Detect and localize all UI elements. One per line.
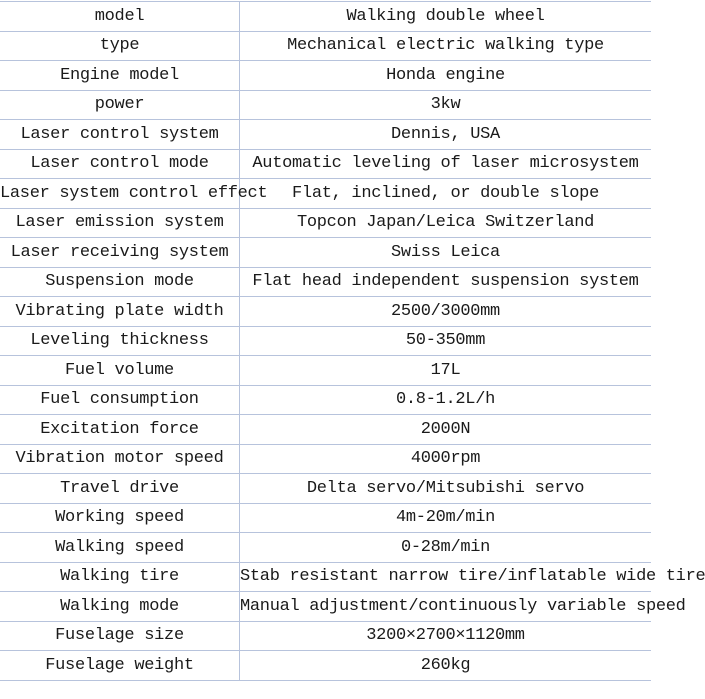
spec-table-body: [0, 2, 705, 681]
table-row: [0, 503, 651, 533]
table-row: [0, 651, 651, 681]
spec-value-cell: 2000N: [240, 415, 652, 445]
spec-label-cell: Laser emission system: [0, 208, 240, 238]
spec-label-cell: type: [0, 31, 240, 61]
table-row: [0, 297, 651, 327]
spec-label-cell: Laser control system: [0, 120, 240, 150]
spec-value-cell: Automatic leveling of laser microsystem: [240, 149, 652, 179]
table-row: [0, 61, 651, 91]
spec-label-cell: Travel drive: [0, 474, 240, 504]
table-row: [0, 562, 651, 592]
spec-value-cell: Manual adjustment/continuously variable speed: [240, 592, 652, 622]
spec-value-cell: 50-350mm: [240, 326, 652, 356]
spec-label-cell: Laser control mode: [0, 149, 240, 179]
spec-value-cell: Delta servo/Mitsubishi servo: [240, 474, 652, 504]
table-row: [0, 90, 651, 120]
spec-label-cell: Laser receiving system: [0, 238, 240, 268]
table-row: [0, 326, 651, 356]
spec-label-cell: Fuselage weight: [0, 651, 240, 681]
spec-label-cell: Working speed: [0, 503, 240, 533]
table-row: [0, 120, 651, 150]
table-row: [0, 179, 651, 209]
spec-table: [0, 1, 705, 681]
spec-value-cell: Swiss Leica: [240, 238, 652, 268]
table-row: [0, 267, 651, 297]
spec-value-cell: Flat head independent suspension system: [240, 267, 652, 297]
spec-value-cell: Flat, inclined, or double slope: [240, 179, 652, 209]
spec-label-cell: Walking mode: [0, 592, 240, 622]
table-row: [0, 149, 651, 179]
spec-label-cell: Vibrating plate width: [0, 297, 240, 327]
table-row: [0, 356, 651, 386]
spec-label-cell: Engine model: [0, 61, 240, 91]
table-row: [0, 385, 651, 415]
spec-value-cell: 260kg: [240, 651, 652, 681]
spec-value-cell: Dennis, USA: [240, 120, 652, 150]
table-row: [0, 533, 651, 563]
spec-label-cell: Fuselage size: [0, 621, 240, 651]
spec-label-cell: Fuel consumption: [0, 385, 240, 415]
table-row: [0, 415, 651, 445]
table-row: [0, 31, 651, 61]
table-row: [0, 474, 651, 504]
table-row: [0, 444, 651, 474]
spec-label-cell: Excitation force: [0, 415, 240, 445]
spec-value-cell: Walking double wheel: [240, 2, 652, 32]
spec-value-cell: 3200×2700×1120mm: [240, 621, 652, 651]
table-row: [0, 238, 651, 268]
spec-label-cell: power: [0, 90, 240, 120]
spec-value-cell: Mechanical electric walking type: [240, 31, 652, 61]
spec-value-cell: 2500/3000mm: [240, 297, 652, 327]
spec-value-cell: Topcon Japan/Leica Switzerland: [240, 208, 652, 238]
spec-value-cell: Stab resistant narrow tire/inflatable wide tire: [240, 562, 652, 592]
spec-label-cell: Vibration motor speed: [0, 444, 240, 474]
table-row: [0, 621, 651, 651]
spec-value-cell: 4000rpm: [240, 444, 652, 474]
table-row: [0, 592, 651, 622]
spec-label-cell: model: [0, 2, 240, 32]
table-row: [0, 208, 651, 238]
spec-label-cell: Fuel volume: [0, 356, 240, 386]
spec-label-cell: Walking speed: [0, 533, 240, 563]
spec-value-cell: 4m-20m/min: [240, 503, 652, 533]
spec-value-cell: 17L: [240, 356, 652, 386]
spec-label-cell: Walking tire: [0, 562, 240, 592]
spec-value-cell: 0.8-1.2L/h: [240, 385, 652, 415]
spec-label-cell: Leveling thickness: [0, 326, 240, 356]
spec-value-cell: 0-28m/min: [240, 533, 652, 563]
spec-value-cell: 3kw: [240, 90, 652, 120]
spec-label-cell: Suspension mode: [0, 267, 240, 297]
table-row: [0, 2, 651, 32]
spec-value-cell: Honda engine: [240, 61, 652, 91]
spec-label-cell: Laser system control effect: [0, 179, 240, 209]
